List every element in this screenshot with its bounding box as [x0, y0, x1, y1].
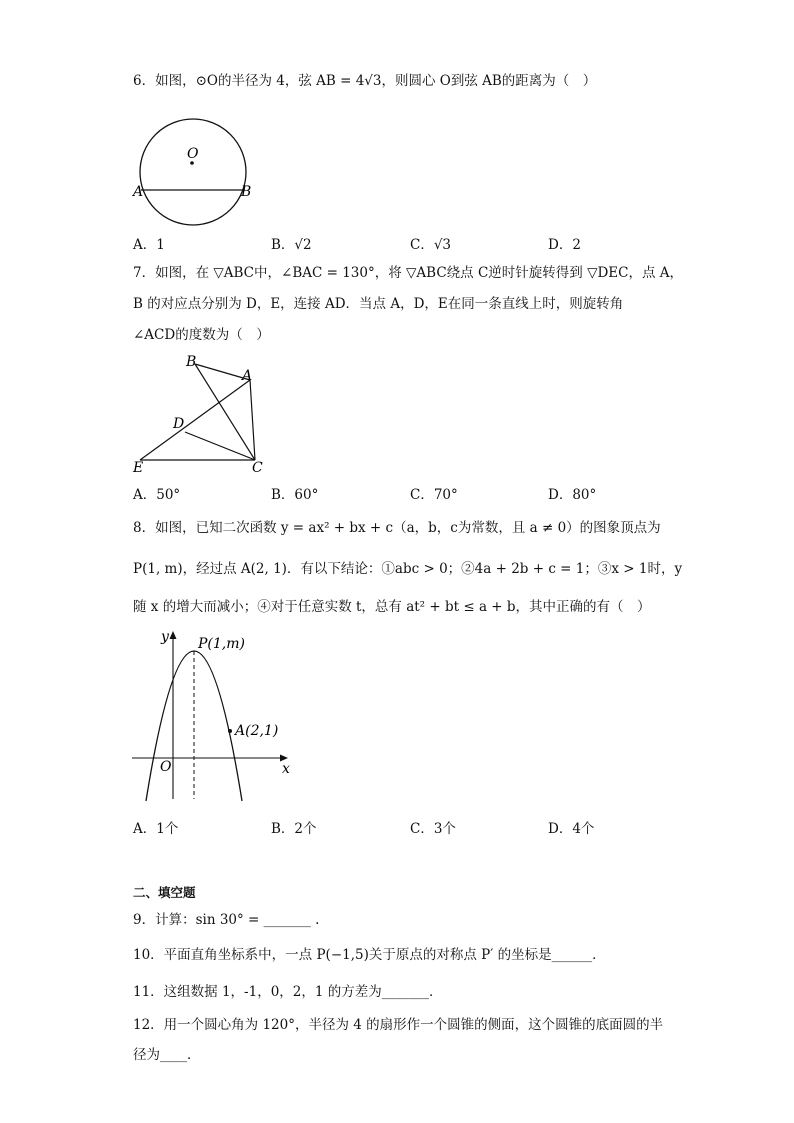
q8-label-y: y	[161, 629, 169, 645]
q6-label-a: A	[133, 184, 144, 200]
q11-text: 11．这组数据 1，-1，0，2，1 的方差为_______．	[133, 984, 443, 1000]
q8-label-o: O	[160, 759, 172, 775]
q7-option-b[interactable]: B．60°	[271, 487, 319, 503]
q7-option-d[interactable]: D．80°	[548, 487, 597, 503]
q8-label-p: P(1,m)	[198, 636, 245, 652]
section-title: 二、填空题	[133, 885, 196, 900]
q7-stem-line3: ∠ACD的度数为（ ）	[133, 327, 270, 343]
q6-option-c[interactable]: C．√3	[410, 237, 452, 253]
q7-label-d: D	[173, 416, 185, 432]
q6-option-d[interactable]: D．2	[548, 237, 581, 253]
q8-parabola-figure	[130, 625, 300, 805]
q8-stem-line2: P(1, m)，经过点 A(2, 1)．有以下结论：①abc > 0；②4a + 2b + c = 1；③x > 1时，y	[133, 561, 683, 577]
q7-label-e: E	[133, 460, 144, 476]
q8-option-b[interactable]: B．2个	[271, 821, 317, 837]
q8-option-c[interactable]: C．3个	[410, 821, 456, 837]
q6-label-b: B	[241, 184, 252, 200]
q7-label-a: A	[242, 368, 253, 384]
q12-line1: 12．用一个圆心角为 120°，半径为 4 的扇形作一个圆锥的侧面，这个圆锥的底面圆的半	[133, 1017, 664, 1033]
q7-option-a[interactable]: A．50°	[133, 487, 181, 503]
q7-triangle-figure	[130, 350, 270, 475]
q7-label-b: B	[186, 354, 197, 370]
q8-label-x: x	[282, 761, 290, 777]
q8-label-a: A(2,1)	[235, 723, 279, 739]
q7-stem-line2: B 的对应点分别为 D，E，连接 AD．当点 A，D，E在同一条直线上时，则旋转角	[133, 296, 624, 312]
q8-stem-line3: 随 x 的增大而减小；④对于任意实数 t，总有 at² + bt ≤ a + b，其中正确的有（ ）	[133, 599, 651, 615]
q6-circle-figure	[125, 118, 265, 228]
q7-option-c[interactable]: C．70°	[410, 487, 458, 503]
q10-text: 10．平面直角坐标系中，一点 P(−1,5)关于原点的对称点 P′ 的坐标是______．	[133, 947, 606, 963]
q8-option-d[interactable]: D．4个	[548, 821, 595, 837]
q8-stem-line1: 8．如图，已知二次函数 y = ax² + bx + c（a，b，c为常数，且 a ≠ 0）的图象顶点为	[133, 520, 661, 536]
q6-option-b[interactable]: B．√2	[271, 237, 312, 253]
q9-text: 9．计算：sin 30° = _______ .	[133, 912, 320, 928]
q7-label-c: C	[252, 460, 263, 476]
q6-option-a[interactable]: A．1	[133, 237, 165, 253]
q6-label-o: O	[187, 146, 199, 162]
q12-line2: 径为____．	[133, 1047, 201, 1063]
q8-option-a[interactable]: A．1个	[133, 821, 179, 837]
q7-stem-line1: 7．如图，在 ▽ABC中，∠BAC = 130°，将 ▽ABC绕点 C逆时针旋转得到 ▽DEC，点 A，	[133, 265, 683, 281]
q6-stem: 6．如图，⊙O的半径为 4，弦 AB = 4√3，则圆心 O到弦 AB的距离为（ ）	[133, 73, 597, 89]
